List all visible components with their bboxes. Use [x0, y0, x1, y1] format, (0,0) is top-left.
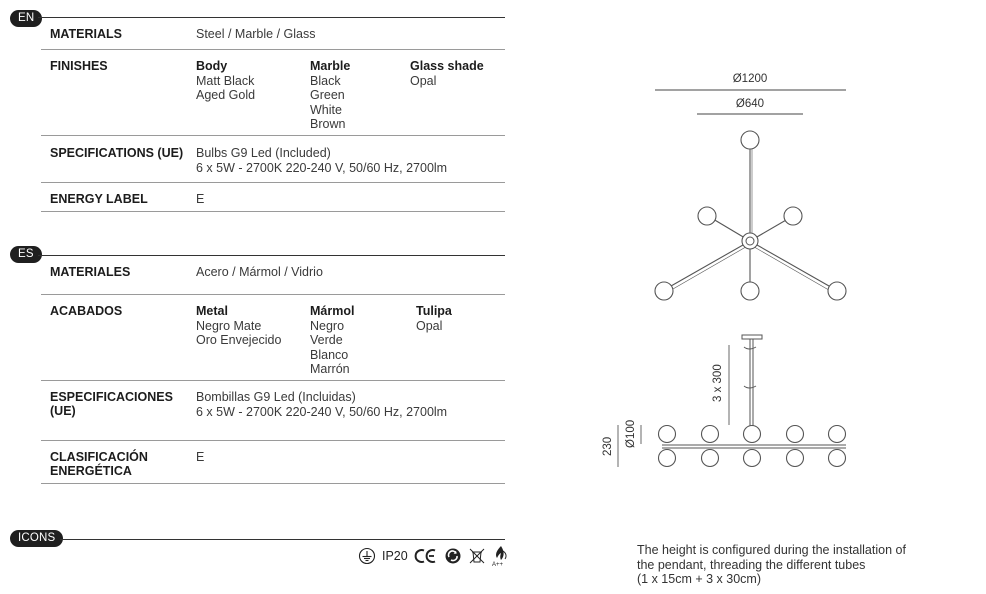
globe — [787, 426, 804, 443]
specifications-line: 6 x 5W - 2700K 220-240 V, 50/60 Hz, 2700lm — [196, 404, 448, 419]
acabados-metal-title: Metal — [196, 304, 228, 318]
clasificacion-value: E — [196, 450, 205, 464]
side-view-suspension — [742, 335, 762, 426]
note-line: The height is configured during the installation of — [637, 543, 906, 557]
globe — [744, 426, 761, 443]
top-view-globes — [655, 131, 846, 300]
divider — [41, 211, 505, 212]
label-line: CLASIFICACIÓN — [50, 450, 148, 464]
acabados-metal-column — [196, 304, 281, 348]
divider — [41, 483, 505, 484]
specifications-line: Bulbs G9 Led (Included) — [196, 146, 331, 160]
label-line: (UE) — [50, 404, 76, 418]
globe — [655, 282, 673, 300]
dimension-inner-label: Ø640 — [735, 98, 765, 110]
side-view-globes — [659, 426, 846, 467]
dimension-outer-label: Ø1200 — [732, 73, 768, 85]
divider — [41, 294, 505, 295]
divider — [41, 135, 505, 136]
energy-label-value: E — [196, 192, 205, 206]
top-view-arms — [664, 148, 836, 293]
finish-item: Blanco — [310, 347, 349, 362]
divider — [41, 49, 505, 50]
acabados-label: ACABADOS — [50, 304, 123, 318]
acabados-tulipa-column — [416, 304, 452, 333]
finish-item: Verde — [310, 333, 343, 347]
globe — [702, 450, 719, 467]
finish-item: White — [310, 102, 342, 117]
dimension-tubes — [712, 345, 729, 425]
energy-label-label: ENERGY LABEL — [50, 192, 148, 206]
globe — [741, 131, 759, 149]
label-line: ESPECIFICACIONES — [50, 390, 173, 404]
note-line: (1 x 15cm + 3 x 30cm) — [637, 572, 761, 586]
finishes-shade-title: Glass shade — [410, 59, 484, 73]
installation-note — [637, 543, 967, 587]
finish-item: Opal — [416, 318, 443, 333]
specifications-value — [196, 146, 447, 175]
acabados-marmol-column — [310, 304, 354, 377]
finishes-marble-column — [310, 59, 350, 132]
globe — [784, 207, 802, 225]
finish-item: Black — [310, 73, 341, 88]
globe — [659, 450, 676, 467]
especificaciones-value — [196, 390, 447, 419]
specifications-line: 6 x 5W - 2700K 220-240 V, 50/60 Hz, 2700lm — [196, 160, 448, 175]
finish-item: Matt Black — [196, 73, 255, 88]
globe — [744, 450, 761, 467]
section-rule-icons — [60, 539, 505, 540]
globe — [659, 426, 676, 443]
dimension-height — [602, 425, 618, 467]
finish-item: Negro Mate — [196, 318, 262, 333]
finishes-body-column — [196, 59, 255, 103]
globe — [741, 282, 759, 300]
finish-item: Marrón — [310, 362, 350, 376]
section-tag-es: ES — [10, 246, 42, 263]
divider — [41, 182, 505, 183]
globe — [828, 282, 846, 300]
divider — [41, 380, 505, 381]
finish-item: Opal — [410, 73, 437, 88]
class-1-earth-icon — [358, 547, 376, 565]
globe — [829, 450, 846, 467]
materials-label: MATERIALS — [50, 27, 122, 41]
specifications-line: Bombillas G9 Led (Incluidas) — [196, 390, 356, 404]
acabados-tulipa-title: Tulipa — [416, 304, 452, 318]
section-rule-es — [38, 255, 505, 256]
divider — [41, 440, 505, 441]
energy-a-plus-plus-icon — [492, 545, 510, 567]
recycle-icon — [444, 547, 462, 565]
acabados-marmol-title: Mármol — [310, 304, 355, 318]
globe — [698, 207, 716, 225]
energy-class-text: A++ — [491, 562, 503, 567]
finish-item: Negro — [310, 318, 345, 333]
finish-item: Oro Envejecido — [196, 333, 282, 347]
materials-value: Steel / Marble / Glass — [196, 27, 316, 41]
side-view-bar — [662, 445, 846, 448]
note-line: the pendant, threading the different tubes — [637, 557, 866, 572]
materiales-label: MATERIALES — [50, 265, 131, 279]
finishes-body-title: Body — [196, 59, 228, 73]
ce-mark-icon — [414, 548, 438, 564]
ip20-text: IP20 — [382, 549, 408, 563]
finishes-shade-column — [410, 59, 484, 88]
finish-item: Brown — [310, 117, 346, 131]
clasificacion-label — [50, 450, 148, 478]
section-tag-en: EN — [10, 10, 42, 27]
top-view-hub-inner — [746, 237, 754, 245]
dimension-height-label: 230 — [602, 436, 614, 456]
especificaciones-label — [50, 390, 173, 418]
weee-bin-icon — [468, 547, 486, 565]
finishes-marble-title: Marble — [310, 59, 351, 73]
label-line: ENERGÉTICA — [50, 464, 132, 478]
certification-icons — [358, 545, 510, 567]
top-view-hub — [742, 233, 758, 249]
globe — [829, 426, 846, 443]
materiales-value: Acero / Mármol / Vidrio — [196, 265, 323, 279]
specifications-label: SPECIFICATIONS (UE) — [50, 146, 184, 160]
finishes-label: FINISHES — [50, 59, 108, 73]
dimension-tubes-label: 3 x 300 — [712, 364, 724, 402]
finish-item: Green — [310, 88, 345, 102]
globe — [702, 426, 719, 443]
globe — [787, 450, 804, 467]
section-tag-icons: ICONS — [10, 530, 63, 547]
dimension-globe-label: Ø100 — [625, 419, 637, 448]
finish-item: Aged Gold — [196, 88, 256, 102]
section-rule-en — [38, 17, 505, 18]
dimension-globe — [625, 420, 641, 448]
